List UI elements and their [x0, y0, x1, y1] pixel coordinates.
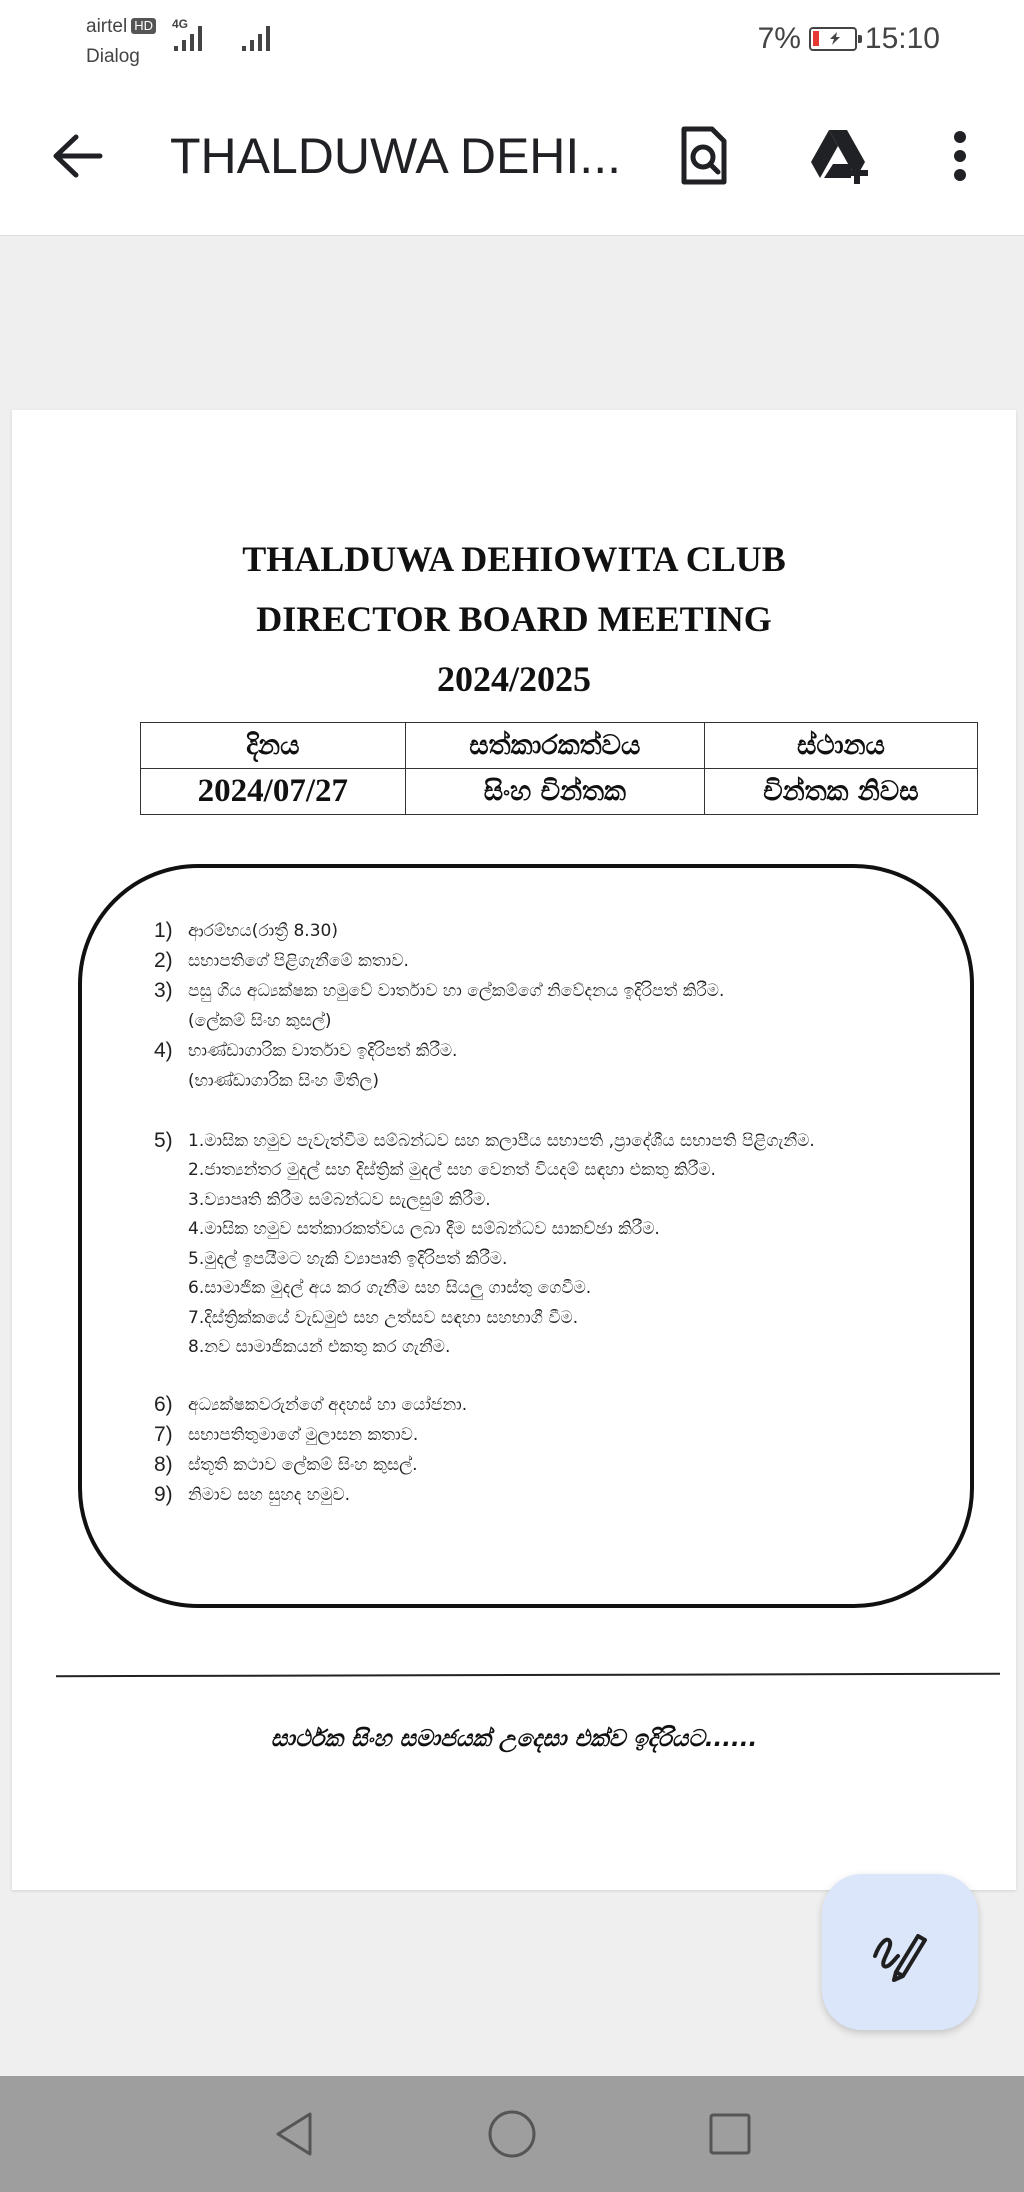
- agenda-item: [154, 1390, 934, 1420]
- agenda-sub-item: 7.දිස්ත්‍රික්කයේ වැඩමුළු සහ උත්සව සඳහා සහභාගී වීම.: [188, 1307, 579, 1328]
- agenda-text: පසු ගිය අධ්‍යක්ෂක හමුවේ වාර්තාව හා ලේකම්ගේ නිවේදනය ඉදිරිපත් කිරීම.: [188, 981, 725, 1001]
- hd-badge: HD: [131, 18, 156, 34]
- annotate-button[interactable]: [822, 1874, 978, 2030]
- header-venue: ස්ථානය: [704, 723, 977, 769]
- footer-motto: සාර්ථක සිංහ සමාජයක් උදෙසා එක්ව ඉදිරියට......: [270, 1726, 758, 1752]
- agenda-number: 8): [154, 1452, 173, 1476]
- agenda-subtext: (භාණ්ඩාගාරික සිංහ මිතිල): [188, 1071, 380, 1091]
- agenda-text: අධ්‍යක්ෂකවරුන්ගේ අදහස් හා යෝජනා.: [188, 1394, 468, 1415]
- document-page[interactable]: [12, 410, 1016, 1890]
- battery-icon: [809, 27, 857, 51]
- agenda-sub-item: 3.ව්‍යාපෘති කිරීම සම්බන්ධව සැලසුම් කිරීම.: [188, 1189, 491, 1210]
- agenda-number: 1): [154, 919, 173, 942]
- nav-home-icon: [486, 2108, 538, 2160]
- back-button[interactable]: [46, 126, 110, 186]
- agenda-item: [154, 946, 934, 976]
- agenda-text: භාණ්ඩාගාරික වාර්තාව ඉදිරිපත් කිරීම.: [188, 1041, 458, 1061]
- agenda-number: 4): [154, 1039, 173, 1062]
- header-date: දිනය: [141, 723, 406, 769]
- agenda-number: 7): [154, 1422, 173, 1446]
- agenda-text: නිමාව සහ සුහද හමුව.: [188, 1484, 351, 1505]
- carrier-primary: airtel: [86, 16, 128, 37]
- find-in-document-button[interactable]: [664, 116, 744, 196]
- document-title: THALDUWA DEHI...: [170, 128, 621, 184]
- signal-strength-icon: [168, 22, 212, 52]
- agenda-text: සභාපතිගේ පිළිගැනීමේ කතාව.: [188, 951, 409, 971]
- meeting-date: 2024/07/27: [141, 769, 406, 815]
- agenda-item: [154, 1126, 934, 1156]
- agenda-text: 1.මාසික හමුව පැවැත්වීම සම්බන්ධව සහ කලාපීය සභාපති ,ප්‍රාදේශීය සභාපති පිළිගැනීම.: [188, 1131, 815, 1151]
- agenda-item: [154, 1420, 934, 1450]
- agenda-sub-item: 8.නව සාමාජිකයන් එකතු කර ගැනීම.: [188, 1337, 451, 1357]
- network-type: 4G: [172, 17, 189, 31]
- agenda-text: ආරම්භය(රාත්‍රී 8.30): [188, 921, 338, 941]
- nav-home-button[interactable]: [484, 2106, 540, 2162]
- meeting-host: සිංහ චින්තක: [405, 769, 704, 815]
- doc-title-line2: DIRECTOR BOARD MEETING: [256, 599, 772, 639]
- nav-back-button[interactable]: [266, 2106, 322, 2162]
- nav-recents-button[interactable]: [702, 2106, 758, 2162]
- arrow-back-icon: [52, 134, 104, 178]
- add-to-drive-icon: [807, 126, 873, 186]
- agenda-list: [154, 916, 934, 1510]
- system-nav-bar: [0, 2076, 1024, 2192]
- agenda-text: ස්තූති කථාව ලේකම් සිංහ කුසල්.: [188, 1454, 418, 1475]
- agenda-number: 3): [154, 979, 173, 1002]
- agenda-number: 2): [154, 949, 173, 972]
- agenda-number: 9): [154, 1482, 173, 1506]
- agenda-item: [154, 976, 934, 1036]
- edit-annotate-icon: [870, 1922, 930, 1982]
- agenda-sub-item: 2.ජාත්‍යන්තර මුදල් සහ දිස්ත්‍රික් මුදල් සහ වෙනත් වියදම් සඳහා එකතු කිරීම.: [188, 1160, 716, 1180]
- carrier-secondary: Dialog: [86, 46, 140, 67]
- agenda-text: සභාපතිතුමාගේ මුලාසන කතාව.: [188, 1424, 419, 1445]
- agenda-number: 6): [154, 1392, 173, 1416]
- status-bar: [0, 0, 1024, 76]
- agenda-item: [154, 1036, 934, 1096]
- agenda-sub-item: 5.මුදල් ඉපයීමට හැකි ව්‍යාපෘති ඉදිරිපත් කිරීම.: [188, 1248, 508, 1269]
- app-bar: [0, 76, 1024, 236]
- agenda-subtext: (ලේකම් සිංහ කුසල්): [188, 1011, 332, 1031]
- table-row: [141, 769, 978, 815]
- agenda-item: [154, 1480, 934, 1510]
- more-vert-icon: [952, 130, 968, 182]
- carrier-info: [86, 12, 156, 72]
- table-header-row: [141, 723, 978, 769]
- agenda-number: 5): [154, 1129, 173, 1152]
- add-to-drive-button[interactable]: [800, 116, 880, 196]
- document-search-icon: [678, 126, 730, 186]
- agenda-sub-item: 4.මාසික හමුව සත්කාරකත්වය ලබා දීම සම්බන්ධව සාකච්ඡා කිරීම.: [188, 1219, 660, 1239]
- nav-recents-icon: [706, 2110, 754, 2158]
- meeting-info-table: [140, 722, 978, 815]
- agenda-item: [154, 1450, 934, 1480]
- agenda-box: [78, 864, 974, 1608]
- signal-strength-icon-2: [240, 22, 284, 52]
- status-right: [758, 18, 940, 60]
- agenda-item: [154, 916, 934, 946]
- nav-back-icon: [272, 2110, 316, 2158]
- agenda-sub-item: 6.සාමාජික මුදල් අය කර ගැනීම සහ සියලු ගාස්තු ගෙවීම.: [188, 1278, 592, 1298]
- doc-title-line3: 2024/2025: [436, 659, 591, 699]
- meeting-venue: චින්තක නිවස: [704, 769, 977, 815]
- more-options-button[interactable]: [920, 116, 1000, 196]
- battery-percent: 7%: [757, 22, 801, 55]
- divider-line: [56, 1673, 1000, 1677]
- header-host: සත්කාරකත්වය: [405, 723, 704, 769]
- doc-title-line1: THALDUWA DEHIOWITA CLUB: [242, 539, 786, 579]
- clock: 15:10: [864, 22, 940, 55]
